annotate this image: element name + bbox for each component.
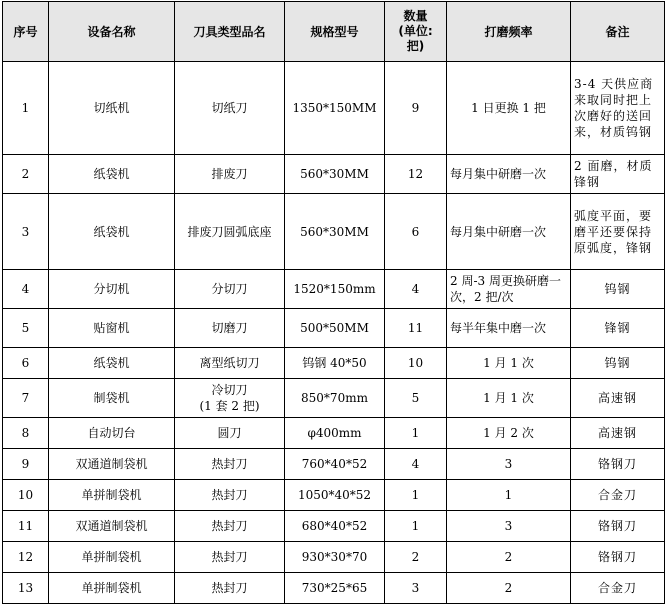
quantity-cell: 10 <box>385 348 447 379</box>
spec-model-cell: 760*40*52 <box>285 449 385 480</box>
table-row <box>3 542 665 573</box>
row-index-cell: 13 <box>3 573 49 604</box>
spec-model-cell: 680*40*52 <box>285 511 385 542</box>
grinding-frequency-cell: 1 月 2 次 <box>447 418 571 449</box>
header-index: 序号 <box>3 2 49 62</box>
row-index-cell: 5 <box>3 309 49 348</box>
spec-model-cell: φ400mm <box>285 418 385 449</box>
grinding-frequency-cell: 每月集中研磨一次 <box>447 155 571 194</box>
equipment-name-cell: 贴窗机 <box>49 309 175 348</box>
tool-type-cell: 热封刀 <box>175 511 285 542</box>
row-index-cell: 3 <box>3 194 49 270</box>
header-tool-type: 刀具类型品名 <box>175 2 285 62</box>
header-quantity: 数量 (单位: 把) <box>385 2 447 62</box>
remarks-cell: 弧度平面，要磨平还要保持原弧度，锋钢 <box>571 194 665 270</box>
table-row <box>3 449 665 480</box>
quantity-cell: 9 <box>385 62 447 155</box>
row-index-cell: 9 <box>3 449 49 480</box>
grinding-frequency-cell: 1 月 1 次 <box>447 379 571 418</box>
table-row <box>3 573 665 604</box>
equipment-name-cell: 双通道制袋机 <box>49 511 175 542</box>
spec-model-cell: 1350*150MM <box>285 62 385 155</box>
table-row <box>3 62 665 155</box>
tool-grinding-table <box>2 1 665 604</box>
remarks-cell: 铬钢刀 <box>571 511 665 542</box>
header-equipment-name: 设备名称 <box>49 2 175 62</box>
equipment-name-cell: 制袋机 <box>49 379 175 418</box>
table-row <box>3 309 665 348</box>
equipment-name-cell: 双通道制袋机 <box>49 449 175 480</box>
remarks-cell: 高速钢 <box>571 379 665 418</box>
tool-type-cell: 圆刀 <box>175 418 285 449</box>
remarks-cell: 2 面磨，材质锋钢 <box>571 155 665 194</box>
table-row <box>3 418 665 449</box>
tool-type-cell: 热封刀 <box>175 480 285 511</box>
quantity-cell: 1 <box>385 511 447 542</box>
row-index-cell: 10 <box>3 480 49 511</box>
remarks-cell: 高速钢 <box>571 418 665 449</box>
equipment-name-cell: 纸袋机 <box>49 194 175 270</box>
tool-type-cell: 切磨刀 <box>175 309 285 348</box>
row-index-cell: 1 <box>3 62 49 155</box>
grinding-frequency-cell: 1 <box>447 480 571 511</box>
tool-type-cell: 冷切刀 (1 套 2 把) <box>175 379 285 418</box>
spec-model-cell: 850*70mm <box>285 379 385 418</box>
grinding-frequency-cell: 3 <box>447 511 571 542</box>
row-index-cell: 2 <box>3 155 49 194</box>
header-row <box>3 2 665 62</box>
row-index-cell: 4 <box>3 270 49 309</box>
equipment-name-cell: 单拼制袋机 <box>49 573 175 604</box>
equipment-name-cell: 单拼制袋机 <box>49 480 175 511</box>
grinding-frequency-cell: 每半年集中磨一次 <box>447 309 571 348</box>
grinding-frequency-cell: 2 <box>447 542 571 573</box>
equipment-name-cell: 纸袋机 <box>49 348 175 379</box>
table-row <box>3 379 665 418</box>
tool-type-cell: 分切刀 <box>175 270 285 309</box>
table-row <box>3 348 665 379</box>
header-spec-model: 规格型号 <box>285 2 385 62</box>
tool-type-cell: 热封刀 <box>175 449 285 480</box>
spec-model-cell: 500*50MM <box>285 309 385 348</box>
quantity-cell: 6 <box>385 194 447 270</box>
table-row <box>3 511 665 542</box>
equipment-name-cell: 纸袋机 <box>49 155 175 194</box>
spec-model-cell: 1050*40*52 <box>285 480 385 511</box>
header-remarks: 备注 <box>571 2 665 62</box>
equipment-name-cell: 切纸机 <box>49 62 175 155</box>
row-index-cell: 11 <box>3 511 49 542</box>
row-index-cell: 12 <box>3 542 49 573</box>
spec-model-cell: 钨钢 40*50 <box>285 348 385 379</box>
table-row <box>3 270 665 309</box>
spec-model-cell: 930*30*70 <box>285 542 385 573</box>
spec-model-cell: 560*30MM <box>285 194 385 270</box>
grinding-frequency-cell: 1 月 1 次 <box>447 348 571 379</box>
tool-type-cell: 热封刀 <box>175 573 285 604</box>
tool-type-cell: 排废刀 <box>175 155 285 194</box>
remarks-cell: 钨钢 <box>571 348 665 379</box>
grinding-frequency-cell: 2 周-3 周更换研磨一次，2 把/次 <box>447 270 571 309</box>
grinding-frequency-cell: 每月集中研磨一次 <box>447 194 571 270</box>
remarks-cell: 铬钢刀 <box>571 542 665 573</box>
remarks-cell: 合金刀 <box>571 573 665 604</box>
remarks-cell: 铬钢刀 <box>571 449 665 480</box>
quantity-cell: 4 <box>385 270 447 309</box>
remarks-cell: 钨钢 <box>571 270 665 309</box>
remarks-cell: 3-4 天供应商来取同时把上次磨好的送回来，材质钨钢 <box>571 62 665 155</box>
remarks-cell: 合金刀 <box>571 480 665 511</box>
row-index-cell: 7 <box>3 379 49 418</box>
equipment-name-cell: 分切机 <box>49 270 175 309</box>
spec-model-cell: 1520*150mm <box>285 270 385 309</box>
grinding-frequency-cell: 3 <box>447 449 571 480</box>
quantity-cell: 1 <box>385 480 447 511</box>
row-index-cell: 6 <box>3 348 49 379</box>
quantity-cell: 4 <box>385 449 447 480</box>
grinding-frequency-cell: 2 <box>447 573 571 604</box>
equipment-name-cell: 自动切台 <box>49 418 175 449</box>
equipment-name-cell: 单拼制袋机 <box>49 542 175 573</box>
quantity-cell: 5 <box>385 379 447 418</box>
quantity-cell: 1 <box>385 418 447 449</box>
quantity-cell: 3 <box>385 573 447 604</box>
quantity-cell: 2 <box>385 542 447 573</box>
spec-model-cell: 730*25*65 <box>285 573 385 604</box>
quantity-cell: 12 <box>385 155 447 194</box>
header-grinding-frequency: 打磨频率 <box>447 2 571 62</box>
table-row <box>3 480 665 511</box>
row-index-cell: 8 <box>3 418 49 449</box>
tool-type-cell: 切纸刀 <box>175 62 285 155</box>
tool-type-cell: 热封刀 <box>175 542 285 573</box>
tool-type-cell: 排废刀圆弧底座 <box>175 194 285 270</box>
spec-model-cell: 560*30MM <box>285 155 385 194</box>
grinding-frequency-cell: 1 日更换 1 把 <box>447 62 571 155</box>
quantity-cell: 11 <box>385 309 447 348</box>
tool-type-cell: 离型纸切刀 <box>175 348 285 379</box>
table-row <box>3 194 665 270</box>
remarks-cell: 锋钢 <box>571 309 665 348</box>
table-row <box>3 155 665 194</box>
